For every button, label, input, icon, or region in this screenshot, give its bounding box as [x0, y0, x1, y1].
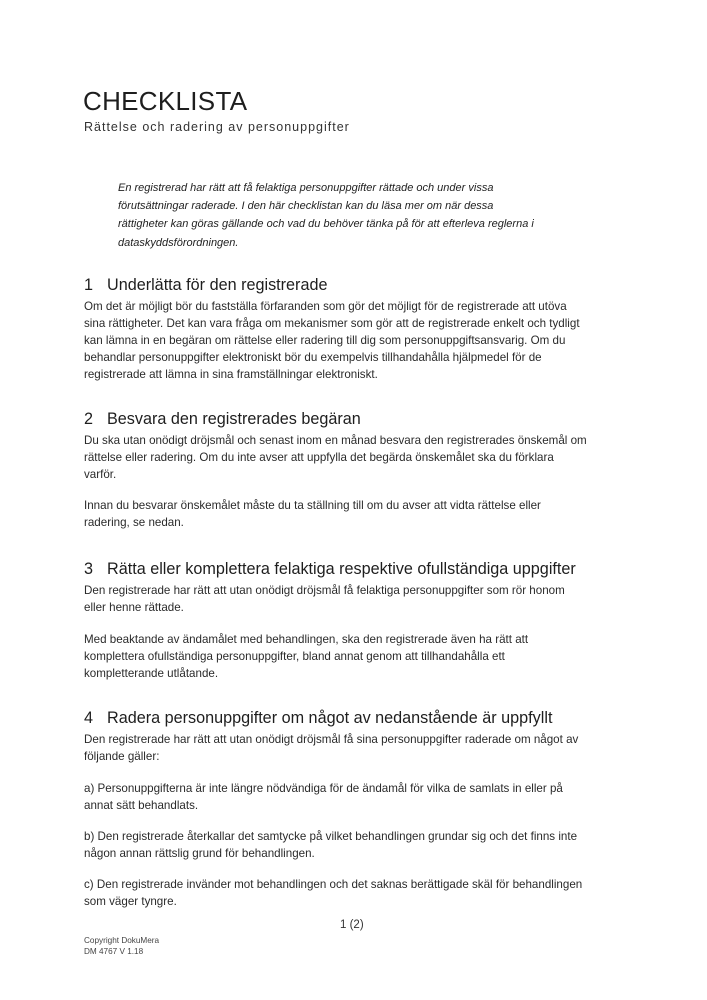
text-line: registrerade att lämna in sina framställningar elektroniskt.: [84, 368, 378, 381]
section-paragraph: [84, 631, 528, 682]
section-title: Rätta eller komplettera felaktiga respektive ofullständiga uppgifter: [107, 560, 576, 578]
section-heading-3: [84, 560, 576, 579]
section-title: Besvara den registrerades begäran: [107, 410, 361, 428]
text-line: Innan du besvarar önskemålet måste du ta ställning till om du avser att vidta rättelse eller: [84, 499, 541, 512]
section-number: 1: [84, 276, 94, 294]
text-line: kan lämna in en begäran om rättelse eller radering till dig som personuppgiftsansvarig. Om du: [84, 334, 566, 347]
document-id: DM 4767 V 1.18: [84, 947, 144, 956]
list-item-c: [84, 876, 582, 910]
section-heading-2: [84, 410, 361, 429]
text-line: annat sätt behandlats.: [84, 799, 199, 812]
text-line: någon annan rättslig grund för behandlingen.: [84, 847, 315, 860]
text-line: eller henne rättade.: [84, 601, 184, 614]
list-item-b: [84, 828, 577, 862]
section-number: 2: [84, 410, 94, 428]
section-title: Underlätta för den registrerade: [107, 276, 328, 294]
text-line: följande gäller:: [84, 750, 160, 763]
page-number: 1 (2): [340, 919, 364, 931]
intro-paragraph: [118, 179, 598, 252]
text-line: Den registrerade har rätt att utan onödigt dröjsmål få sina personuppgifter raderade om något av: [84, 733, 579, 746]
section-title: Radera personuppgifter om något av nedanstående är uppfyllt: [107, 709, 553, 727]
section-number: 4: [84, 709, 94, 727]
text-line: Om det är möjligt bör du fastställa förfaranden som gör det möjligt för de registrerade att utöva: [84, 300, 567, 313]
text-line: varför.: [84, 468, 117, 481]
section-heading-1: [84, 276, 327, 295]
section-heading-4: [84, 709, 552, 728]
section-paragraph: [84, 497, 541, 531]
copyright-text: Copyright DokuMera: [84, 936, 160, 945]
intro-line: förutsättningar raderade. I den här checklistan kan du läsa mer om när dessa: [118, 200, 494, 213]
text-line: kompletterande utlåtande.: [84, 667, 219, 680]
section-paragraph: [84, 432, 587, 483]
document-title: CHECKLISTA: [83, 86, 248, 116]
section-number: 3: [84, 560, 94, 578]
text-line: Med beaktande av ändamålet med behandlingen, ska den registrerade även ha rätt att: [84, 633, 529, 646]
text-line: radering, se nedan.: [84, 516, 184, 529]
text-line: b) Den registrerade återkallar det samtycke på vilket behandlingen grundar sig och det finns inte: [84, 830, 578, 843]
text-line: a) Personuppgifterna är inte längre nödvändiga för de ändamål för vilka de samlats in eller på: [84, 782, 563, 795]
section-paragraph: [84, 298, 580, 383]
intro-line: dataskyddsförordningen.: [118, 236, 239, 249]
text-line: som väger tyngre.: [84, 895, 177, 908]
text-line: rättelse eller radering. Om du inte avser att uppfylla det begärda önskemålet ska du förklara: [84, 451, 554, 464]
section-paragraph: [84, 731, 578, 765]
list-item-a: [84, 780, 563, 814]
text-line: c) Den registrerade invänder mot behandlingen och det saknas berättigade skäl för behandlingen: [84, 878, 583, 891]
intro-line: rättigheter kan göras gällande och vad du behöver tänka på för att efterleva reglerna i: [118, 218, 534, 231]
text-line: komplettera ofullständiga personuppgifter, bland annat genom att tillhandahålla ett: [84, 650, 505, 663]
text-line: behandlar personuppgifter elektroniskt bör du exempelvis tillhandahålla hjälpmedel för de: [84, 351, 542, 364]
intro-line: En registrerad har rätt att få felaktiga personuppgifter rättade och under vissa: [118, 182, 494, 194]
text-line: Den registrerade har rätt att utan onödigt dröjsmål få felaktiga personuppgifter som rör honom: [84, 584, 565, 597]
text-line: Du ska utan onödigt dröjsmål och senast inom en månad besvara den registrerades önskemål om: [84, 434, 587, 447]
document-subtitle: Rättelse och radering av personuppgifter: [84, 120, 350, 134]
text-line: sina rättigheter. Det kan vara fråga om mekanismer som gör att de registrerade enkelt och tydligt: [84, 317, 580, 330]
section-paragraph: [84, 582, 565, 616]
